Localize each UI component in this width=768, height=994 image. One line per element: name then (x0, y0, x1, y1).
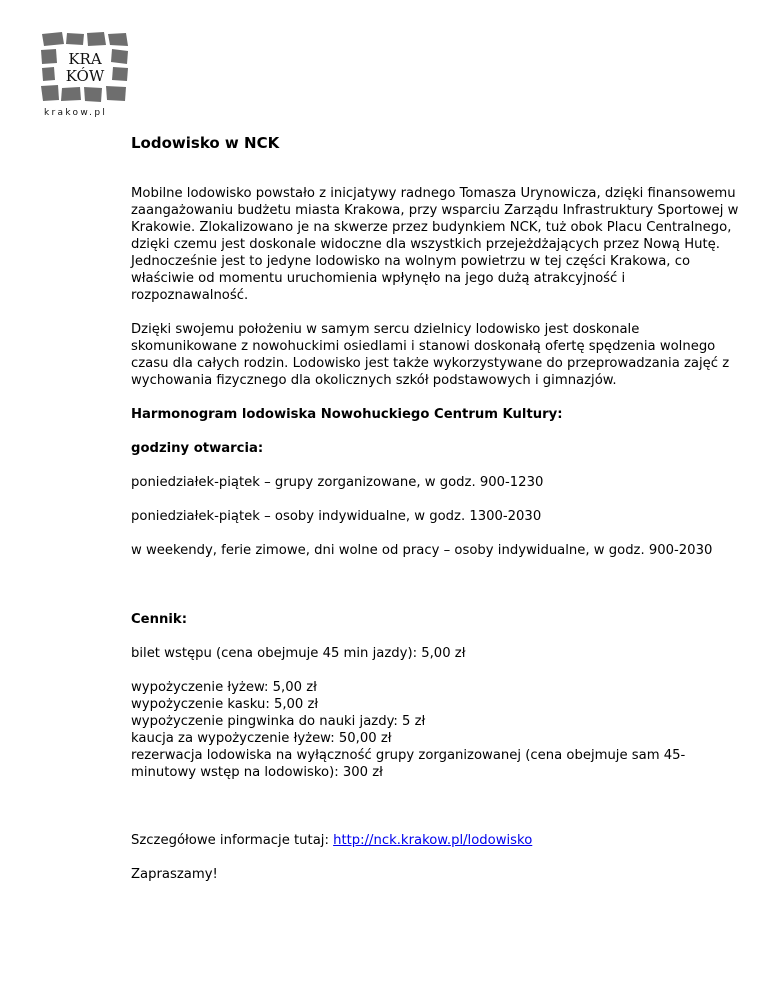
hours-heading: godziny otwarcia: (131, 441, 264, 456)
price-item: wypożyczenie łyżew: 5,00 zł (131, 680, 317, 695)
logo-word-line2: KÓW (65, 67, 105, 85)
info-label: Szczegółowe informacje tutaj: (131, 833, 329, 848)
entry-price: bilet wstępu (cena obejmuje 45 min jazdy): 5,00 zł (131, 646, 466, 661)
logo-caption: krakow.pl (44, 108, 108, 118)
article (131, 132, 746, 883)
hours-line: w weekendy, ferie zimowe, dni wolne od pracy – osoby indywidualne, w godz. 900-2030 (131, 543, 713, 558)
price-item: wypożyczenie kasku: 5,00 zł (131, 697, 319, 712)
info-link[interactable]: http://nck.krakow.pl/lodowisko (333, 833, 533, 848)
closing-text: Zapraszamy! (131, 867, 218, 882)
page-title: Lodowisko w NCK (131, 134, 280, 152)
logo-word-line1: KRA (68, 50, 102, 68)
krakow-logo (40, 30, 132, 122)
hours-line: poniedziałek-piątek – grupy zorganizowane, w godz. 900-1230 (131, 475, 544, 490)
info-line (131, 832, 746, 849)
krakow-logo-mark (40, 30, 130, 110)
schedule-heading: Harmonogram lodowiska Nowohuckiego Centrum Kultury: (131, 407, 563, 422)
price-item: wypożyczenie pingwinka do nauki jazdy: 5 zł (131, 714, 426, 729)
intro-paragraph: Mobilne lodowisko powstało z inicjatywy radnego Tomasza Urynowicza, dzięki finansowemu zaangażowaniu budżetu miasta Krakowa, przy wsparciu Zarządu Infrastruktury Sportowej w Krakowie. Zlokalizowano je na skwerze przez budynkiem NCK, tuż obok Placu Centralnego, dzięki czemu jest doskonale widoczne dla wszystkich przejeżdżających przez Nową Hutę. Jednocześnie jest to jedyne lodowisko na wolnym powietrzu w tej części Krakowa, co właściwie od momentu uruchomienia wpłynęło na jego dużą atrakcyjność i rozpoznawalność. (131, 186, 739, 303)
price-item: kaucja za wypożyczenie łyżew: 50,00 zł (131, 731, 392, 746)
price-item: rezerwacja lodowiska na wyłączność grupy zorganizowanej (cena obejmuje sam 45-minutowy wstęp na lodowisko): 300 zł (131, 748, 686, 780)
prices-heading: Cennik: (131, 612, 187, 627)
price-list (131, 679, 746, 781)
hours-line: poniedziałek-piątek – osoby indywidualne, w godz. 1300-2030 (131, 509, 542, 524)
location-paragraph: Dzięki swojemu położeniu w samym sercu dzielnicy lodowisko jest doskonale skomunikowane z nowohuckimi osiedlami i stanowi doskonałą ofertę spędzenia wolnego czasu dla całych rodzin. Lodowisko jest także wykorzystywane do przeprowadzania zajęć z wychowania fizycznego dla okolicznych szkół podstawowych i gimnazjów. (131, 322, 730, 388)
